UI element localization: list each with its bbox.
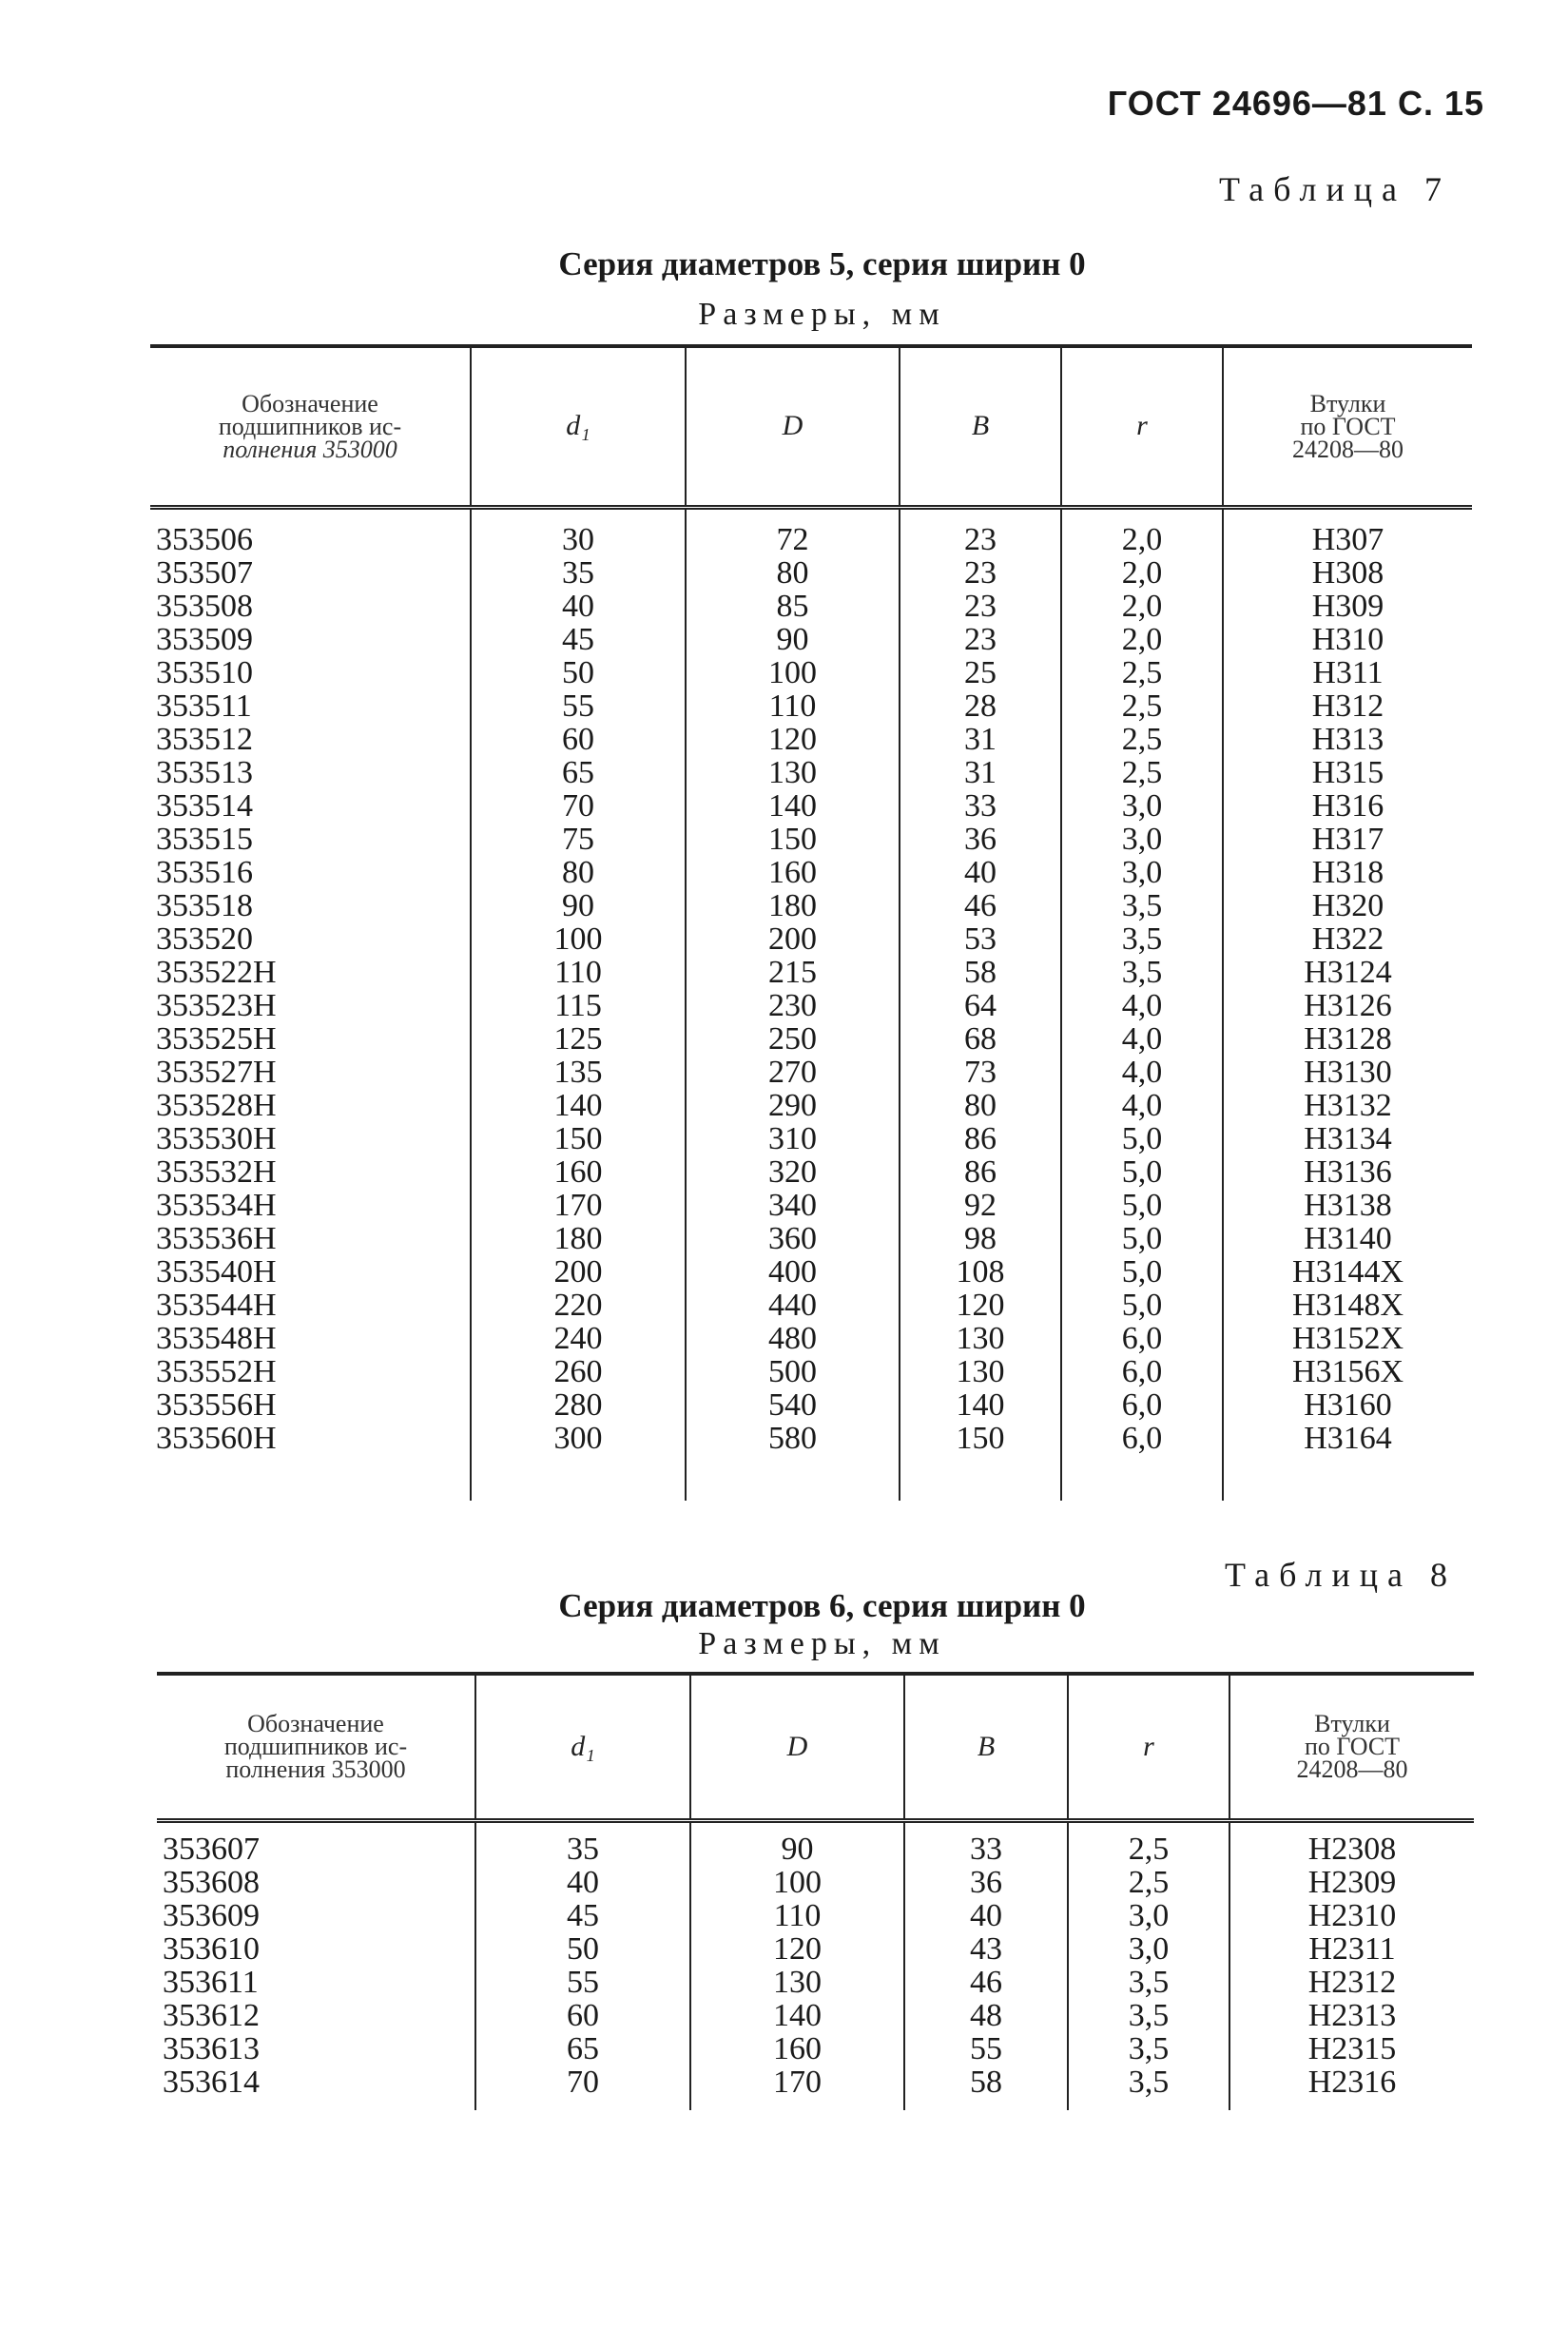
table-row <box>150 590 1472 623</box>
table-row <box>150 756 1472 789</box>
cell-r: 3,5 <box>1061 889 1223 922</box>
col-header-r: r <box>1061 346 1223 508</box>
cell-D: 160 <box>686 856 900 889</box>
cell-B: 130 <box>900 1322 1061 1355</box>
cell-sleeve: H315 <box>1223 756 1472 789</box>
table8 <box>157 1672 1474 2110</box>
cell-r: 2,5 <box>1061 689 1223 723</box>
table-row <box>157 2065 1474 2099</box>
table-row <box>157 2032 1474 2065</box>
cell-B: 33 <box>900 789 1061 823</box>
cell-D: 150 <box>686 823 900 856</box>
table7-label: Таблица 7 <box>1219 170 1451 208</box>
cell-D: 340 <box>686 1189 900 1222</box>
cell-designation: 353607 <box>163 1832 260 1867</box>
cell-sleeve: H310 <box>1223 623 1472 656</box>
cell-D: 110 <box>686 689 900 723</box>
cell-D: 215 <box>686 956 900 989</box>
table-row <box>150 856 1472 889</box>
cell-sleeve: H2315 <box>1229 2032 1474 2065</box>
cell-d1: 125 <box>471 1022 686 1056</box>
cell-B: 23 <box>900 590 1061 623</box>
cell-d1: 55 <box>475 1966 690 1999</box>
cell-B: 31 <box>900 723 1061 756</box>
cell-designation: 353552H <box>156 1354 277 1389</box>
cell-r: 3,0 <box>1061 789 1223 823</box>
cell-designation: 353611 <box>163 1965 259 2000</box>
table-row <box>150 556 1472 590</box>
cell-r: 3,0 <box>1061 856 1223 889</box>
table-row <box>150 789 1472 823</box>
cell-d1: 220 <box>471 1289 686 1322</box>
cell-r: 2,5 <box>1061 723 1223 756</box>
cell-sleeve: H2308 <box>1229 1833 1474 1866</box>
cell-D: 130 <box>686 756 900 789</box>
cell-d1: 135 <box>471 1056 686 1089</box>
cell-designation: 353560H <box>156 1421 277 1456</box>
cell-B: 150 <box>900 1422 1061 1455</box>
cell-sleeve: H2309 <box>1229 1866 1474 1899</box>
cell-designation: 353548H <box>156 1321 277 1356</box>
cell-D: 85 <box>686 590 900 623</box>
cell-D: 230 <box>686 989 900 1022</box>
cell-B: 55 <box>904 2032 1068 2065</box>
cell-D: 270 <box>686 1056 900 1089</box>
cell-d1: 45 <box>475 1899 690 1932</box>
cell-d1: 240 <box>471 1322 686 1355</box>
cell-designation: 353532H <box>156 1154 277 1190</box>
cell-sleeve: H2310 <box>1229 1899 1474 1932</box>
cell-B: 68 <box>900 1022 1061 1056</box>
cell-B: 48 <box>904 1999 1068 2032</box>
cell-designation: 353612 <box>163 1998 260 2033</box>
cell-r: 2,0 <box>1061 556 1223 590</box>
cell-B: 73 <box>900 1056 1061 1089</box>
cell-B: 36 <box>904 1866 1068 1899</box>
col-header-sleeve: Втулки по ГОСТ 24208—80 <box>1229 1674 1474 1821</box>
table8-body <box>157 1821 1474 2111</box>
cell-B: 64 <box>900 989 1061 1022</box>
table-row <box>150 823 1472 856</box>
table-row <box>150 689 1472 723</box>
table-row <box>150 989 1472 1022</box>
cell-D: 310 <box>686 1122 900 1155</box>
cell-sleeve: H3126 <box>1223 989 1472 1022</box>
cell-B: 120 <box>900 1289 1061 1322</box>
cell-B: 43 <box>904 1932 1068 1966</box>
cell-designation: 353530H <box>156 1121 277 1156</box>
table7-subtitle: Размеры, мм <box>698 297 946 332</box>
cell-sleeve: H3144X <box>1223 1255 1472 1289</box>
cell-B: 86 <box>900 1155 1061 1189</box>
cell-designation: 353540H <box>156 1254 277 1290</box>
cell-designation: 353525H <box>156 1021 277 1057</box>
cell-designation: 353508 <box>156 589 253 624</box>
cell-r: 2,5 <box>1061 656 1223 689</box>
cell-sleeve: H3136 <box>1223 1155 1472 1189</box>
cell-r: 6,0 <box>1061 1322 1223 1355</box>
cell-sleeve: H3134 <box>1223 1122 1472 1155</box>
cell-d1: 60 <box>475 1999 690 2032</box>
cell-r: 5,0 <box>1061 1155 1223 1189</box>
table-row <box>150 889 1472 922</box>
cell-D: 90 <box>690 1833 904 1866</box>
cell-r: 4,0 <box>1061 1056 1223 1089</box>
cell-r: 5,0 <box>1061 1222 1223 1255</box>
cell-D: 180 <box>686 889 900 922</box>
cell-r: 2,5 <box>1068 1866 1229 1899</box>
cell-sleeve: H316 <box>1223 789 1472 823</box>
cell-d1: 70 <box>475 2065 690 2099</box>
cell-d1: 70 <box>471 789 686 823</box>
cell-d1: 60 <box>471 723 686 756</box>
table8-label: Таблица 8 <box>1225 1556 1457 1594</box>
cell-d1: 110 <box>471 956 686 989</box>
cell-sleeve: H317 <box>1223 823 1472 856</box>
cell-r: 4,0 <box>1061 1022 1223 1056</box>
cell-r: 2,5 <box>1061 756 1223 789</box>
table-row <box>157 1833 1474 1866</box>
cell-d1: 160 <box>471 1155 686 1189</box>
cell-designation: 353513 <box>156 755 253 790</box>
cell-d1: 80 <box>471 856 686 889</box>
cell-D: 140 <box>690 1999 904 2032</box>
cell-r: 5,0 <box>1061 1289 1223 1322</box>
cell-r: 4,0 <box>1061 1089 1223 1122</box>
table-row <box>150 723 1472 756</box>
cell-D: 120 <box>690 1932 904 1966</box>
table7 <box>150 344 1472 1501</box>
cell-D: 200 <box>686 922 900 956</box>
cell-B: 23 <box>900 556 1061 590</box>
page-header: ГОСТ 24696—81 С. 15 <box>1107 84 1484 123</box>
cell-D: 170 <box>690 2065 904 2099</box>
cell-r: 3,0 <box>1068 1932 1229 1966</box>
cell-D: 100 <box>690 1866 904 1899</box>
cell-sleeve: H3140 <box>1223 1222 1472 1255</box>
col-header-d1: d₁ <box>475 1674 690 1821</box>
table-row <box>157 1966 1474 1999</box>
cell-designation: 353536H <box>156 1221 277 1256</box>
table-row <box>150 1022 1472 1056</box>
cell-B: 28 <box>900 689 1061 723</box>
cell-sleeve: H3124 <box>1223 956 1472 989</box>
table7-title: Серия диаметров 5, серия ширин 0 <box>558 245 1086 282</box>
cell-sleeve: H311 <box>1223 656 1472 689</box>
cell-D: 580 <box>686 1422 900 1455</box>
table-row <box>157 1899 1474 1932</box>
cell-B: 46 <box>900 889 1061 922</box>
table-row <box>150 1222 1472 1255</box>
cell-d1: 100 <box>471 922 686 956</box>
table-row <box>150 1189 1472 1222</box>
cell-r: 2,5 <box>1068 1833 1229 1866</box>
cell-r: 2,0 <box>1061 590 1223 623</box>
cell-d1: 65 <box>471 756 686 789</box>
table-row <box>157 1932 1474 1966</box>
cell-designation: 353520 <box>156 921 253 957</box>
cell-designation: 353534H <box>156 1188 277 1223</box>
cell-d1: 170 <box>471 1189 686 1222</box>
cell-sleeve: H3138 <box>1223 1189 1472 1222</box>
cell-D: 72 <box>686 523 900 556</box>
cell-d1: 35 <box>475 1833 690 1866</box>
cell-D: 100 <box>686 656 900 689</box>
cell-B: 58 <box>900 956 1061 989</box>
cell-sleeve: H318 <box>1223 856 1472 889</box>
cell-d1: 40 <box>471 590 686 623</box>
cell-r: 2,0 <box>1061 623 1223 656</box>
col-header-d1: d₁ <box>471 346 686 508</box>
table-row <box>150 1289 1472 1322</box>
cell-designation: 353528H <box>156 1088 277 1123</box>
cell-D: 250 <box>686 1022 900 1056</box>
cell-D: 360 <box>686 1222 900 1255</box>
cell-B: 130 <box>900 1355 1061 1388</box>
cell-d1: 115 <box>471 989 686 1022</box>
cell-r: 6,0 <box>1061 1355 1223 1388</box>
table-row <box>150 523 1472 556</box>
cell-d1: 65 <box>475 2032 690 2065</box>
col-header-B: B <box>900 346 1061 508</box>
cell-B: 58 <box>904 2065 1068 2099</box>
cell-B: 140 <box>900 1388 1061 1422</box>
cell-d1: 90 <box>471 889 686 922</box>
table-row <box>150 1155 1472 1189</box>
cell-sleeve: H313 <box>1223 723 1472 756</box>
cell-B: 98 <box>900 1222 1061 1255</box>
cell-B: 40 <box>900 856 1061 889</box>
col-header-B: B <box>904 1674 1068 1821</box>
cell-designation: 353518 <box>156 888 253 923</box>
cell-sleeve: H2311 <box>1229 1932 1474 1966</box>
cell-r: 3,5 <box>1061 922 1223 956</box>
cell-sleeve: H2313 <box>1229 1999 1474 2032</box>
cell-designation: 353610 <box>163 1931 260 1967</box>
cell-d1: 260 <box>471 1355 686 1388</box>
cell-D: 500 <box>686 1355 900 1388</box>
cell-designation: 353527H <box>156 1055 277 1090</box>
cell-B: 53 <box>900 922 1061 956</box>
cell-sleeve: H307 <box>1223 523 1472 556</box>
cell-d1: 50 <box>475 1932 690 1966</box>
cell-sleeve: H3132 <box>1223 1089 1472 1122</box>
cell-B: 33 <box>904 1833 1068 1866</box>
cell-d1: 280 <box>471 1388 686 1422</box>
cell-d1: 30 <box>471 523 686 556</box>
cell-r: 3,5 <box>1068 1966 1229 1999</box>
cell-r: 3,5 <box>1068 1999 1229 2032</box>
cell-designation: 353523H <box>156 988 277 1023</box>
cell-sleeve: H2316 <box>1229 2065 1474 2099</box>
table-row <box>150 1056 1472 1089</box>
cell-B: 40 <box>904 1899 1068 1932</box>
col-header-D: D <box>690 1674 904 1821</box>
table-row <box>150 1255 1472 1289</box>
cell-sleeve: H3130 <box>1223 1056 1472 1089</box>
cell-designation: 353507 <box>156 555 253 591</box>
cell-designation: 353544H <box>156 1288 277 1323</box>
cell-D: 480 <box>686 1322 900 1355</box>
cell-B: 23 <box>900 523 1061 556</box>
cell-r: 6,0 <box>1061 1388 1223 1422</box>
table-row <box>150 1122 1472 1155</box>
cell-D: 120 <box>686 723 900 756</box>
cell-d1: 75 <box>471 823 686 856</box>
cell-sleeve: H3148X <box>1223 1289 1472 1322</box>
cell-B: 25 <box>900 656 1061 689</box>
cell-B: 92 <box>900 1189 1061 1222</box>
cell-sleeve: H3128 <box>1223 1022 1472 1056</box>
cell-D: 160 <box>690 2032 904 2065</box>
table-row <box>157 1999 1474 2032</box>
cell-D: 110 <box>690 1899 904 1932</box>
cell-B: 36 <box>900 823 1061 856</box>
table-row <box>150 1388 1472 1422</box>
cell-sleeve: H322 <box>1223 922 1472 956</box>
table-row <box>150 1422 1472 1455</box>
cell-B: 23 <box>900 623 1061 656</box>
cell-r: 3,0 <box>1061 823 1223 856</box>
cell-B: 80 <box>900 1089 1061 1122</box>
cell-r: 2,0 <box>1061 523 1223 556</box>
cell-sleeve: H2312 <box>1229 1966 1474 1999</box>
cell-designation: 353506 <box>156 522 253 557</box>
cell-d1: 180 <box>471 1222 686 1255</box>
cell-D: 320 <box>686 1155 900 1189</box>
cell-designation: 353515 <box>156 822 253 857</box>
cell-r: 5,0 <box>1061 1189 1223 1222</box>
cell-sleeve: H312 <box>1223 689 1472 723</box>
cell-sleeve: H3164 <box>1223 1422 1472 1455</box>
cell-D: 80 <box>686 556 900 590</box>
col-header-designation: Обозначение подшипников ис- полнения 353000 <box>150 346 471 508</box>
cell-B: 31 <box>900 756 1061 789</box>
cell-D: 540 <box>686 1388 900 1422</box>
cell-r: 4,0 <box>1061 989 1223 1022</box>
table-row <box>150 656 1472 689</box>
table-row <box>157 1866 1474 1899</box>
cell-sleeve: H308 <box>1223 556 1472 590</box>
cell-designation: 353609 <box>163 1898 260 1933</box>
col-header-designation: Обозначение подшипников ис- полнения 353000 <box>157 1674 475 1821</box>
cell-designation: 353510 <box>156 655 253 690</box>
cell-r: 5,0 <box>1061 1255 1223 1289</box>
cell-designation: 353614 <box>163 2065 260 2100</box>
cell-sleeve: H3160 <box>1223 1388 1472 1422</box>
cell-D: 400 <box>686 1255 900 1289</box>
cell-designation: 353556H <box>156 1387 277 1423</box>
cell-designation: 353608 <box>163 1865 260 1900</box>
cell-d1: 150 <box>471 1122 686 1155</box>
cell-d1: 50 <box>471 656 686 689</box>
cell-B: 86 <box>900 1122 1061 1155</box>
cell-designation: 353516 <box>156 855 253 890</box>
cell-r: 3,0 <box>1068 1899 1229 1932</box>
cell-r: 3,5 <box>1068 2032 1229 2065</box>
col-header-r: r <box>1068 1674 1229 1821</box>
cell-D: 290 <box>686 1089 900 1122</box>
cell-sleeve: H3156X <box>1223 1355 1472 1388</box>
col-header-sleeve: Втулки по ГОСТ 24208—80 <box>1223 346 1472 508</box>
cell-d1: 200 <box>471 1255 686 1289</box>
table-row <box>150 1322 1472 1355</box>
cell-d1: 140 <box>471 1089 686 1122</box>
table-row <box>150 1355 1472 1388</box>
cell-d1: 300 <box>471 1422 686 1455</box>
cell-d1: 55 <box>471 689 686 723</box>
cell-designation: 353511 <box>156 688 252 724</box>
cell-D: 130 <box>690 1966 904 1999</box>
cell-designation: 353522H <box>156 955 277 990</box>
cell-r: 6,0 <box>1061 1422 1223 1455</box>
cell-sleeve: H3152X <box>1223 1322 1472 1355</box>
cell-sleeve: H320 <box>1223 889 1472 922</box>
table-row <box>150 956 1472 989</box>
col-header-D: D <box>686 346 900 508</box>
cell-r: 5,0 <box>1061 1122 1223 1155</box>
table-row <box>150 623 1472 656</box>
table8-subtitle: Размеры, мм <box>698 1626 946 1661</box>
cell-D: 90 <box>686 623 900 656</box>
cell-designation: 353613 <box>163 2031 260 2066</box>
cell-r: 3,5 <box>1068 2065 1229 2099</box>
table-row <box>150 922 1472 956</box>
cell-d1: 45 <box>471 623 686 656</box>
cell-designation: 353509 <box>156 622 253 657</box>
cell-designation: 353512 <box>156 722 253 757</box>
cell-designation: 353514 <box>156 788 253 824</box>
cell-r: 3,5 <box>1061 956 1223 989</box>
cell-B: 108 <box>900 1255 1061 1289</box>
cell-D: 140 <box>686 789 900 823</box>
cell-B: 46 <box>904 1966 1068 1999</box>
table7-body <box>150 508 1472 1502</box>
cell-d1: 35 <box>471 556 686 590</box>
cell-d1: 40 <box>475 1866 690 1899</box>
table8-title: Серия диаметров 6, серия ширин 0 <box>558 1587 1086 1624</box>
cell-D: 440 <box>686 1289 900 1322</box>
table-row <box>150 1089 1472 1122</box>
cell-sleeve: H309 <box>1223 590 1472 623</box>
